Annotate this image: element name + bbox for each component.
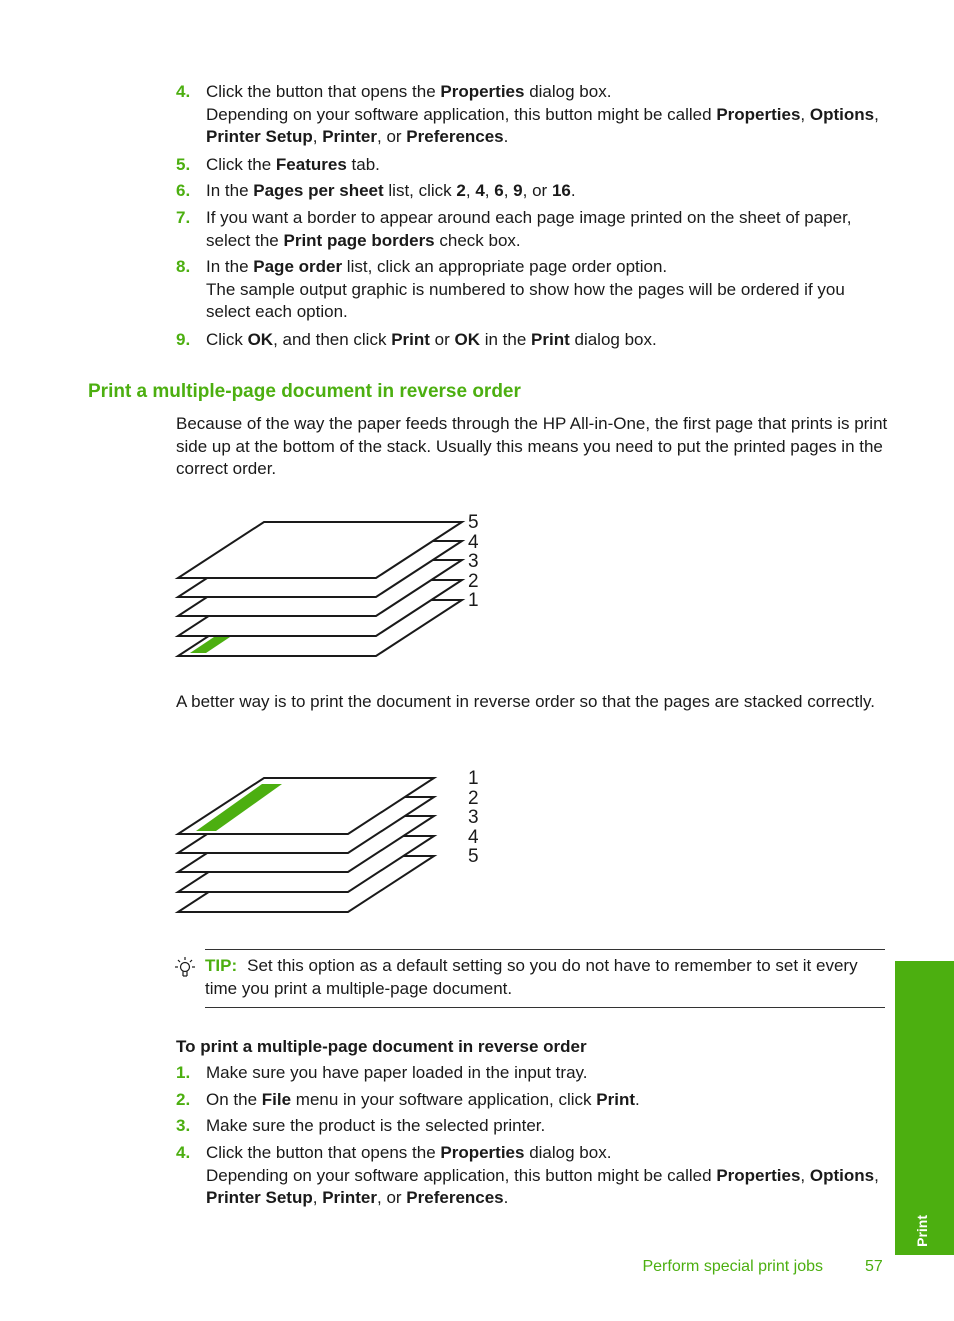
step-7-top bbox=[176, 207, 888, 252]
tip-label: TIP: bbox=[205, 956, 238, 975]
chapter-side-tab bbox=[895, 961, 954, 1255]
step-text: Click OK, and then click Print or OK in the Print dialog box. bbox=[206, 330, 657, 349]
chapter-side-tab-label: Print bbox=[914, 1215, 930, 1247]
step-number: 2. bbox=[176, 1090, 191, 1109]
lightbulb-icon bbox=[174, 956, 196, 980]
better-paragraph: A better way is to print the document in reverse order so that the pages are stacked correctly. bbox=[176, 692, 875, 711]
step-1-bottom bbox=[176, 1062, 888, 1085]
step-4-bottom bbox=[176, 1142, 888, 1210]
step-6-top bbox=[176, 180, 888, 203]
stack-label: 1 bbox=[468, 590, 479, 611]
step-number: 5. bbox=[176, 155, 191, 174]
step-text: In the Page order list, click an appropriate page order option. The sample output graphic is numbered to show how the pages will be ordered if you select each option. bbox=[206, 257, 845, 321]
step-text: In the Pages per sheet list, click 2, 4, 6, 9, or 16. bbox=[206, 181, 576, 200]
step-number: 3. bbox=[176, 1116, 191, 1135]
step-number: 8. bbox=[176, 257, 191, 276]
tip-top-rule bbox=[205, 949, 885, 950]
step-3-bottom bbox=[176, 1115, 888, 1138]
footer-title: Perform special print jobs bbox=[642, 1258, 823, 1275]
step-number: 1. bbox=[176, 1063, 191, 1082]
step-number: 7. bbox=[176, 208, 191, 227]
step-number: 4. bbox=[176, 1143, 191, 1162]
step-text: Click the button that opens the Properties dialog box. Depending on your software application, this button might be called Properties, Options, Printer Setup, Printer, or Preferences. bbox=[206, 1143, 879, 1207]
step-9-top bbox=[176, 329, 888, 352]
step-number: 9. bbox=[176, 330, 191, 349]
step-text: Make sure you have paper loaded in the input tray. bbox=[206, 1063, 588, 1082]
step-text: Make sure the product is the selected printer. bbox=[206, 1116, 546, 1135]
step-number: 6. bbox=[176, 181, 191, 200]
section-heading: Print a multiple-page document in reverse order bbox=[88, 381, 521, 402]
stack-label: 2 bbox=[468, 788, 479, 809]
page-stack-normal-figure bbox=[172, 508, 492, 668]
step-number: 4. bbox=[176, 82, 191, 101]
page-stack-reverse-figure bbox=[172, 764, 492, 924]
stack-label: 1 bbox=[468, 768, 479, 789]
stack-label: 3 bbox=[468, 807, 479, 828]
step-2-bottom bbox=[176, 1089, 888, 1112]
step-text: On the File menu in your software application, click Print. bbox=[206, 1090, 640, 1109]
stack-label: 5 bbox=[468, 512, 479, 533]
tip-text: Set this option as a default setting so you do not have to remember to set it every time you print a multiple-page document. bbox=[205, 956, 858, 998]
step-text: Click the button that opens the Properties dialog box. Depending on your software application, this button might be called Properties, Options, Printer Setup, Printer, or Preferences. bbox=[206, 82, 879, 146]
step-8-top bbox=[176, 256, 888, 324]
stack-label: 4 bbox=[468, 827, 479, 848]
stack-label: 5 bbox=[468, 846, 479, 867]
stack-label: 4 bbox=[468, 532, 479, 553]
stack-label: 2 bbox=[468, 571, 479, 592]
procedure-title: To print a multiple-page document in reverse order bbox=[176, 1037, 587, 1056]
tip-bottom-rule bbox=[205, 1007, 885, 1008]
intro-paragraph: Because of the way the paper feeds through the HP All-in-One, the first page that prints is print side up at the bottom of the stack. Usually this means you need to put the printed pages in the correct order. bbox=[176, 414, 888, 478]
step-4-top bbox=[176, 81, 888, 149]
step-text: If you want a border to appear around each page image printed on the sheet of paper, select the Print page borders check box. bbox=[206, 208, 852, 250]
tip-content bbox=[205, 955, 885, 1000]
step-5-top bbox=[176, 154, 888, 177]
page-number: 57 bbox=[865, 1258, 883, 1275]
stack-label: 3 bbox=[468, 551, 479, 572]
step-text: Click the Features tab. bbox=[206, 155, 380, 174]
